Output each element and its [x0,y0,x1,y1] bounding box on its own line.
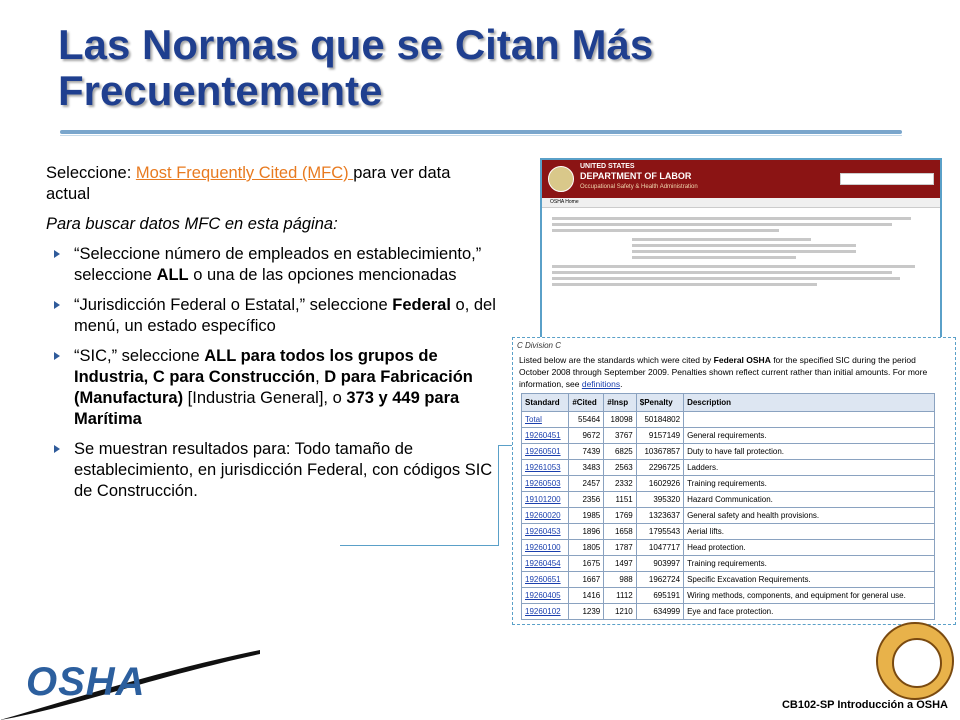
text-line [552,265,915,268]
table-row [522,508,935,524]
numeric-cell: 18098 [604,412,637,428]
seal-center [892,638,942,688]
numeric-cell: 1416 [569,588,604,604]
numeric-cell: 1151 [604,492,637,508]
connector-line [498,445,512,446]
numeric-cell: 695191 [636,588,683,604]
numeric-cell: 1896 [569,524,604,540]
description-cell: Wiring methods, components, and equipment for general use. [684,588,935,604]
standard-link[interactable]: 19260501 [522,444,569,460]
table-row [522,588,935,604]
table-row [522,540,935,556]
slide-title: Las Normas que se Citan Más Frecuentemente [58,21,654,114]
description-cell: Head protection. [684,540,935,556]
bullet-text: “SIC,” seleccione [74,347,205,365]
standard-link[interactable]: 19260503 [522,476,569,492]
listed-text-part: for the specified SIC during the period October 2008 through September 2009. Penalties shown reflect current rather than initial amounts. For more information, see [519,355,928,389]
bullet-employees [46,244,498,286]
table-row [522,524,935,540]
numeric-cell: 2296725 [636,460,683,476]
bullet-arrow-icon [54,352,60,360]
dol-breadcrumb[interactable]: OSHA Home [542,198,940,208]
bullet-bold: ALL para todos los grupos de Industria, C para Construcción [74,347,438,386]
standard-link[interactable]: 19260454 [522,556,569,572]
dol-content [542,208,940,295]
description-cell: General safety and health provisions. [684,508,935,524]
numeric-cell: 1675 [569,556,604,572]
column-header: Standard [522,394,569,412]
description-cell: Training requirements. [684,556,935,572]
numeric-cell: 395320 [636,492,683,508]
dol-search-input[interactable] [840,173,934,185]
numeric-cell: 2563 [604,460,637,476]
bullet-bold: D para Fabricación (Manufactura) [74,368,473,407]
bullet-text: [Industria General], o [183,389,347,407]
standard-link[interactable]: 19260100 [522,540,569,556]
table-row [522,476,935,492]
numeric-cell: 1667 [569,572,604,588]
numeric-cell: 634999 [636,604,683,620]
numeric-cell: 3483 [569,460,604,476]
description-cell: Training requirements. [684,476,935,492]
numeric-cell: 1805 [569,540,604,556]
numeric-cell: 1497 [604,556,637,572]
connector-line [340,545,498,546]
bullet-arrow-icon [54,445,60,453]
numeric-cell: 3767 [604,428,637,444]
numeric-cell: 10367857 [636,444,683,460]
column-header: Description [684,394,935,412]
table-row [522,444,935,460]
bullet-text: o una de las opciones mencionadas [188,266,457,284]
bullet-text: “Jurisdicción Federal o Estatal,” seleccione [74,296,393,314]
numeric-cell: 55464 [569,412,604,428]
text-line [632,250,856,253]
osha-logo: OSHA [26,660,146,704]
numeric-cell: 9157149 [636,428,683,444]
standard-link[interactable]: 19261053 [522,460,569,476]
listed-text [519,354,947,390]
numeric-cell: 1112 [604,588,637,604]
numeric-cell: 1985 [569,508,604,524]
numeric-cell: 7439 [569,444,604,460]
numeric-cell: 6825 [604,444,637,460]
text-line [632,238,811,241]
text-line [632,244,856,247]
description-cell: Aerial lifts. [684,524,935,540]
column-header: #Cited [569,394,604,412]
description-cell: Eye and face protection. [684,604,935,620]
table-row [522,492,935,508]
text-line [632,256,796,259]
training-seal-icon [876,622,954,700]
bullet-sic [46,346,498,430]
dol-department: DEPARTMENT OF LABOR [580,171,692,181]
bullet-text: , [315,368,325,386]
numeric-cell: 2457 [569,476,604,492]
standard-link[interactable]: 19101200 [522,492,569,508]
bullet-text: Se muestran resultados para: Todo tamaño de establecimiento, en jurisdicción Federal, con códigos SIC de Construcción. [74,440,493,500]
bullet-bold: Federal [392,296,451,314]
numeric-cell: 1795543 [636,524,683,540]
column-header: #Insp [604,394,637,412]
description-cell: General requirements. [684,428,935,444]
mfc-table [521,393,935,620]
connector-line [498,445,499,546]
mfc-form[interactable] [632,238,930,259]
mfc-results-screenshot [512,337,956,625]
numeric-cell: 2356 [569,492,604,508]
bullet-text: “Seleccione número de empleados en establecimiento,” seleccione [74,245,482,284]
numeric-cell: 1239 [569,604,604,620]
title-underline [60,130,902,134]
division-label: C Division C [517,341,562,350]
intro-suffix: para ver data actual [46,164,451,203]
text-line [552,229,779,232]
standard-link[interactable]: 19260651 [522,572,569,588]
bullet-arrow-icon [54,250,60,258]
dol-header [542,160,940,198]
numeric-cell: 988 [604,572,637,588]
numeric-cell: 1658 [604,524,637,540]
bullet-text: o, del menú, un estado específico [74,296,496,335]
numeric-cell: 1210 [604,604,637,620]
bullet-bold: ALL [156,266,189,284]
description-cell: Ladders. [684,460,935,476]
dol-country: UNITED STATES [580,163,635,170]
text-line [552,217,911,220]
table-row [522,412,935,428]
numeric-cell: 9672 [569,428,604,444]
intro-paragraph [46,163,498,205]
numeric-cell: 1769 [604,508,637,524]
numeric-cell: 1602926 [636,476,683,492]
footer-course-label: CB102-SP Introducción a OSHA [781,699,948,711]
bullet-jurisdiction [46,295,498,337]
numeric-cell: 50184802 [636,412,683,428]
description-cell [684,412,935,428]
dol-agency: Occupational Safety & Health Administration [580,184,698,190]
table-row [522,572,935,588]
dol-seal-icon [548,166,574,192]
dol-page-screenshot [540,158,942,348]
standard-link[interactable]: Total [522,412,569,428]
table-header-row [522,394,935,412]
table-row [522,556,935,572]
text-line [552,277,900,280]
listed-text-bold: Federal OSHA [713,355,771,365]
standard-link[interactable]: 19260102 [522,604,569,620]
intro-prefix: Seleccione: [46,164,136,182]
listed-text-part: . [620,379,623,389]
text-line [552,271,892,274]
description-cell: Duty to have fall protection. [684,444,935,460]
column-header: $Penalty [636,394,683,412]
definitions-link[interactable]: definitions [581,379,621,389]
numeric-cell: 1323637 [636,508,683,524]
text-line [552,223,892,226]
numeric-cell: 903997 [636,556,683,572]
numeric-cell: 1047717 [636,540,683,556]
description-cell: Hazard Communication. [684,492,935,508]
bullet-arrow-icon [54,301,60,309]
text-line [552,283,817,286]
numeric-cell: 2332 [604,476,637,492]
standard-link[interactable]: 19260453 [522,524,569,540]
standard-link[interactable]: 19260020 [522,508,569,524]
search-heading: Para buscar datos MFC en esta página: [46,215,338,233]
bullet-bold: 373 y 449 para Marítima [74,389,460,428]
standard-link[interactable]: 19260451 [522,428,569,444]
title-underline-thin [60,135,902,136]
description-cell: Specific Excavation Requirements. [684,572,935,588]
mfc-table-container [521,393,945,620]
slide-body [46,163,498,511]
bullet-results [46,439,498,502]
listed-text-part: Listed below are the standards which were cited by [519,355,714,365]
table-row [522,428,935,444]
table-row [522,604,935,620]
table-row [522,460,935,476]
mfc-link[interactable]: Most Frequently Cited (MFC) [135,164,354,182]
numeric-cell: 1787 [604,540,637,556]
numeric-cell: 1962724 [636,572,683,588]
standard-link[interactable]: 19260405 [522,588,569,604]
